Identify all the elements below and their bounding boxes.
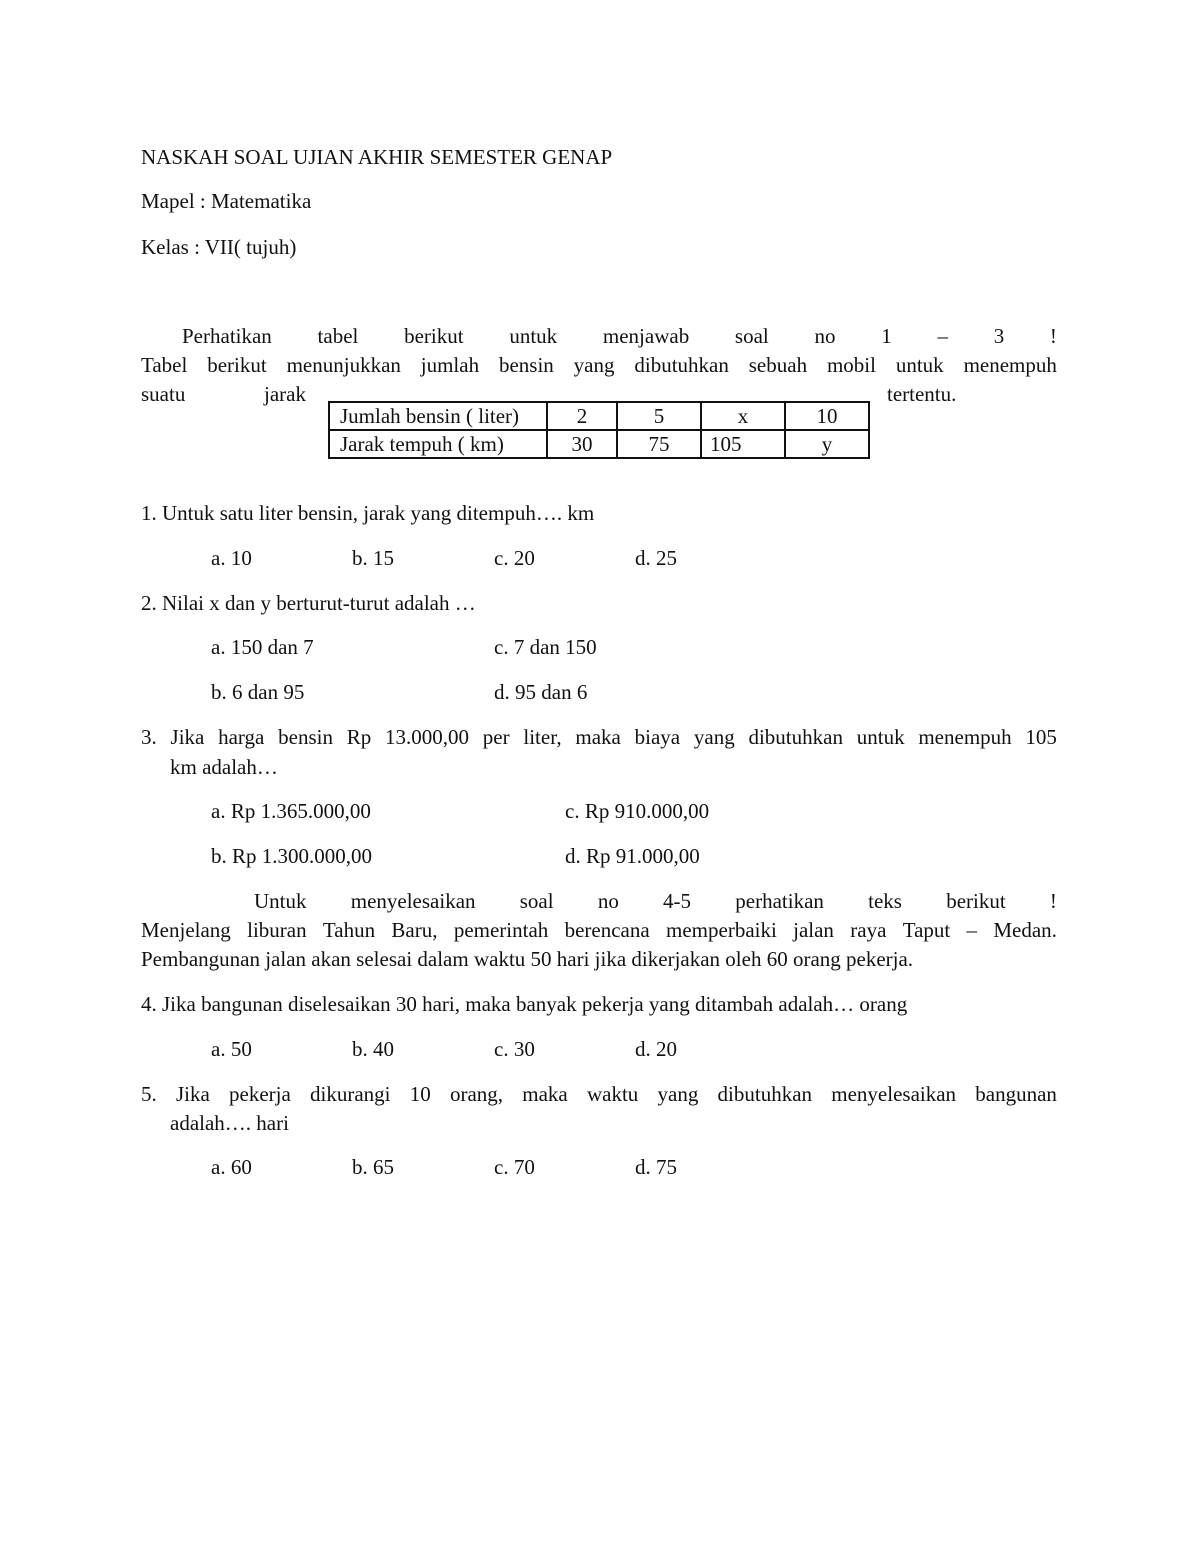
table-cell: 75 (617, 430, 701, 458)
word: Jika (175, 1082, 210, 1106)
table-cell: 10 (785, 402, 869, 430)
table-row-label: Jarak tempuh ( km) (329, 430, 547, 458)
word: 3. (141, 725, 157, 749)
word: liter, (523, 725, 562, 749)
word: dikurangi (310, 1082, 391, 1106)
q1-option-c: c. 20 (494, 546, 535, 570)
q4-option-c: c. 30 (494, 1037, 535, 1061)
word: per (482, 725, 510, 749)
intro1-line2 (141, 351, 1057, 379)
word: ! (1049, 889, 1057, 913)
q3-option-d: d. Rp 91.000,00 (565, 844, 700, 868)
word: 4-5 (663, 889, 692, 913)
question-4: 4. Jika bangunan diselesaikan 30 hari, maka banyak pekerja yang ditambah adalah… orang (141, 992, 908, 1016)
question-3-line1 (141, 723, 1057, 751)
q4-option-a: a. 50 (211, 1037, 252, 1061)
fuel-distance-table (328, 401, 870, 459)
word: Baru, (391, 918, 438, 942)
word: ! (1049, 324, 1057, 348)
word: maka (575, 725, 621, 749)
word: raya (850, 918, 887, 942)
word: yang (693, 725, 735, 749)
table-row (329, 402, 869, 430)
word: untuk (895, 353, 944, 377)
word: berikut (404, 324, 464, 348)
intro1-line1 (182, 322, 1057, 350)
word: Taput (902, 918, 951, 942)
q3-option-c: c. Rp 910.000,00 (565, 799, 710, 823)
word: jumlah (420, 353, 480, 377)
word: soal (519, 889, 554, 913)
word: yang (657, 1082, 699, 1106)
table-row (329, 430, 869, 458)
word: orang, (449, 1082, 504, 1106)
question-5-line2: adalah…. hari (170, 1111, 289, 1135)
word: yang (573, 353, 615, 377)
word: berencana (564, 918, 650, 942)
q2-option-a: a. 150 dan 7 (211, 635, 314, 659)
word: bangunan (975, 1082, 1057, 1106)
intro2-line1 (254, 887, 1057, 915)
table-cell: 30 (547, 430, 617, 458)
q1-option-a: a. 10 (211, 546, 252, 570)
question-1: 1. Untuk satu liter bensin, jarak yang ditempuh…. km (141, 501, 595, 525)
word: untuk (509, 324, 558, 348)
q5-option-d: d. 75 (635, 1155, 677, 1179)
word: harga (218, 725, 265, 749)
word: perhatikan (735, 889, 824, 913)
word: Medan. (993, 918, 1057, 942)
word: dibutuhkan (748, 725, 843, 749)
intro2-line2 (141, 916, 1057, 944)
word: maka (522, 1082, 568, 1106)
question-5-line1 (141, 1080, 1057, 1108)
word: no (814, 324, 836, 348)
q4-option-d: d. 20 (635, 1037, 677, 1061)
word: menjawab (602, 324, 690, 348)
word: liburan (247, 918, 307, 942)
word: menyelesaikan (350, 889, 476, 913)
question-3-line2: km adalah… (170, 755, 278, 779)
word: Rp (346, 725, 372, 749)
word: 3 (993, 324, 1005, 348)
q5-option-c: c. 70 (494, 1155, 535, 1179)
table-cell: 2 (547, 402, 617, 430)
word: memperbaiki (666, 918, 777, 942)
word: Perhatikan (182, 324, 272, 348)
word: menempuh (918, 725, 1012, 749)
word: 10 (409, 1082, 431, 1106)
word: pemerintah (453, 918, 549, 942)
word: berikut (207, 353, 267, 377)
word: Jika (170, 725, 205, 749)
word: – (966, 918, 978, 942)
word: 13.000,00 (385, 725, 470, 749)
q4-option-b: b. 40 (352, 1037, 394, 1061)
word: 1 (881, 324, 892, 348)
word: Tahun (322, 918, 376, 942)
q5-option-a: a. 60 (211, 1155, 252, 1179)
q2-option-c: c. 7 dan 150 (494, 635, 597, 659)
q5-option-b: b. 65 (352, 1155, 394, 1179)
word: mobil (826, 353, 876, 377)
word: sebuah (748, 353, 808, 377)
word: dibutuhkan (717, 1082, 813, 1106)
subject-line: Mapel : Matematika (141, 189, 312, 213)
word: berikut (946, 889, 1006, 913)
word: bensin (498, 353, 554, 377)
q2-option-d: d. 95 dan 6 (494, 680, 588, 704)
word: Tabel (141, 353, 188, 377)
q3-option-b: b. Rp 1.300.000,00 (211, 844, 373, 868)
word: Menjelang (141, 918, 231, 942)
word: soal (734, 324, 769, 348)
word: pekerja (229, 1082, 291, 1106)
word: menempuh (963, 353, 1057, 377)
page-title: NASKAH SOAL UJIAN AKHIR SEMESTER GENAP (141, 145, 613, 169)
question-2: 2. Nilai x dan y berturut-turut adalah … (141, 591, 476, 615)
table-cell: x (701, 402, 785, 430)
word: biaya (634, 725, 681, 749)
word: Untuk (254, 889, 307, 913)
intro1-word: suatu (141, 382, 186, 406)
word: 105 (1025, 725, 1057, 749)
table-cell: 5 (617, 402, 701, 430)
word: teks (868, 889, 902, 913)
word: menyelesaikan (831, 1082, 957, 1106)
table-cell: y (785, 430, 869, 458)
table-row-label: Jumlah bensin ( liter) (329, 402, 547, 430)
q1-option-b: b. 15 (352, 546, 394, 570)
word: tabel (317, 324, 359, 348)
word: bensin (278, 725, 333, 749)
table-cell: 105 (701, 430, 785, 458)
class-line: Kelas : VII( tujuh) (141, 235, 297, 259)
word: 5. (141, 1082, 157, 1106)
q2-option-b: b. 6 dan 95 (211, 680, 305, 704)
intro1-word: tertentu. (887, 382, 957, 406)
word: – (937, 324, 948, 348)
word: jalan (793, 918, 834, 942)
q1-option-d: d. 25 (635, 546, 677, 570)
word: waktu (586, 1082, 639, 1106)
q3-option-a: a. Rp 1.365.000,00 (211, 799, 371, 823)
intro2-line3: Pembangunan jalan akan selesai dalam waktu 50 hari jika dikerjakan oleh 60 orang pekerja. (141, 947, 914, 971)
word: untuk (856, 725, 905, 749)
intro1-word: jarak (264, 382, 306, 406)
word: no (597, 889, 619, 913)
word: menunjukkan (286, 353, 401, 377)
word: dibutuhkan (634, 353, 729, 377)
